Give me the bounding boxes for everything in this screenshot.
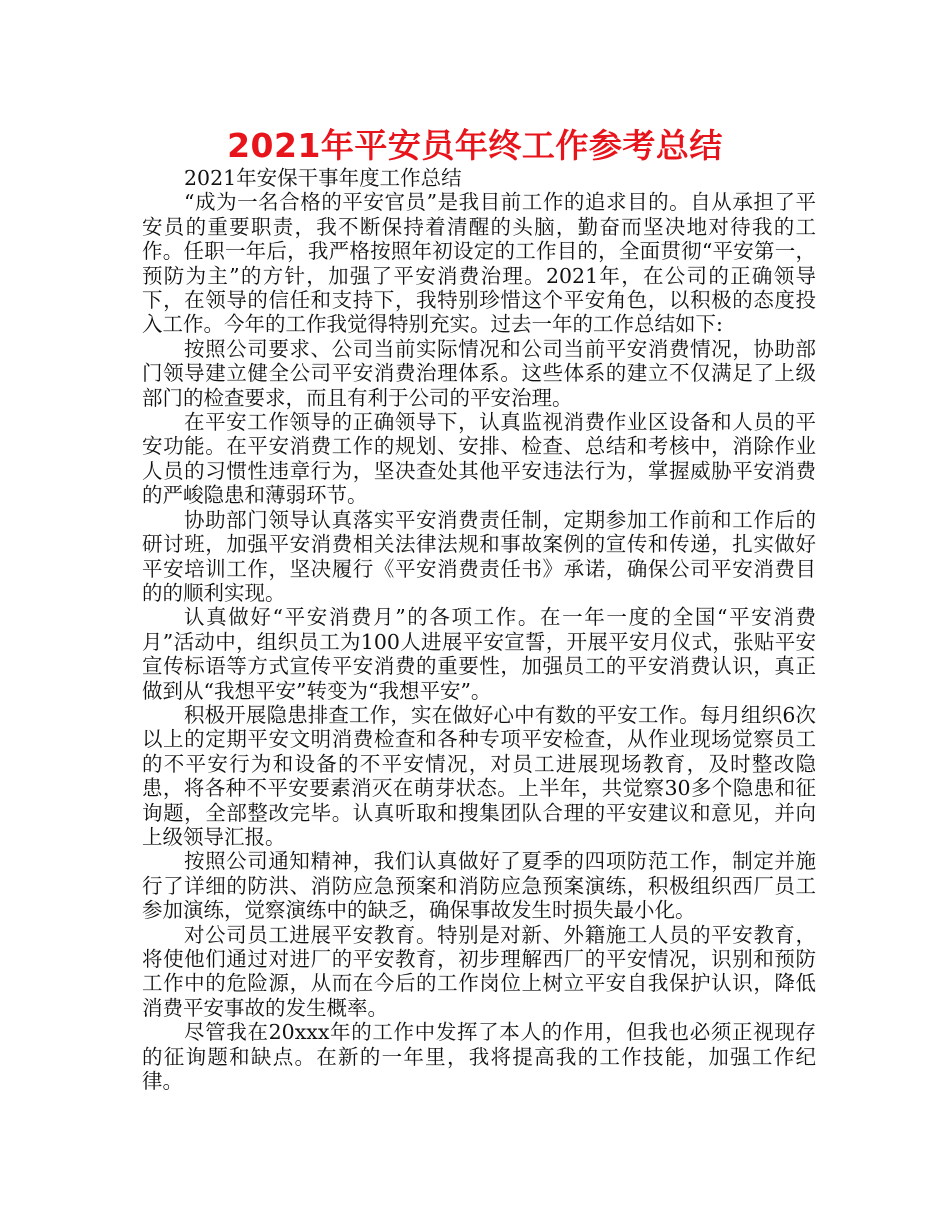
paragraph: 认真做好“平安消费月”的各项工作。在一年一度的全国“平安消费月”活动中，组织员工为100人进展平安宣誓，开展平安月仪式，张贴平安宣传标语等方式宣传平安消费的重要性，加强员工的平安消费认识，真正做到从“我想平安”转变为“我想平安”。 [142, 605, 816, 703]
paragraph: 协助部门领导认真落实平安消费责任制，定期参加工作前和工作后的研讨班，加强平安消费相关法律法规和事故案例的宣传和传递，扎实做好平安培训工作，坚决履行《平安消费责任书》承诺，确保公司平安消费目的的顺利实现。 [142, 507, 816, 605]
paragraph: 按照公司要求、公司当前实际情况和公司当前平安消费情况，协助部门领导建立健全公司平安消费治理体系。这些体系的建立不仅满足了上级部门的检查要求，而且有利于公司的平安治理。 [142, 336, 816, 410]
paragraph: 按照公司通知精神，我们认真做好了夏季的四项防范工作，制定并施行了详细的防洪、消防应急预案和消防应急预案演练，积极组织西厂员工参加演练，觉察演练中的缺乏，确保事故发生时损失最小化。 [142, 849, 816, 923]
paragraph: 尽管我在20xxx年的工作中发挥了本人的作用，但我也必须正视现存的征询题和缺点。在新的一年里，我将提高我的工作技能，加强工作纪律。 [142, 1020, 816, 1094]
document-body [142, 166, 816, 1093]
paragraph-subtitle: 2021年安保干事年度工作总结 [184, 166, 462, 190]
paragraph: 在平安工作领导的正确领导下，认真监视消费作业区设备和人员的平安功能。在平安消费工作的规划、安排、检查、总结和考核中，消除作业人员的习惯性违章行为，坚决查处其他平安违法行为，掌握威胁平安消费的严峻隐患和薄弱环节。 [142, 410, 816, 508]
paragraph: 对公司员工进展平安教育。特别是对新、外籍施工人员的平安教育，将使他们通过对进厂的平安教育，初步理解西厂的平安情况，识别和预防工作中的危险源，从而在今后的工作岗位上树立平安自我保护认识，降低消费平安事故的发生概率。 [142, 922, 816, 1020]
paragraph: 积极开展隐患排查工作，实在做好心中有数的平安工作。每月组织6次以上的定期平安文明消费检查和各种专项平安检查，从作业现场觉察员工的不平安行为和设备的不平安情况，对员工进展现场教育，及时整改隐患，将各种不平安要素消灭在萌芽状态。上半年，共觉察30多个隐患和征询题，全部整改完毕。认真听取和搜集团队合理的平安建议和意见，并向上级领导汇报。 [142, 702, 816, 849]
document-title: 2021年平安员年终工作参考总结 [227, 126, 723, 165]
paragraph: “成为一名合格的平安官员”是我目前工作的追求目的。自从承担了平安员的重要职责，我不断保持着清醒的头脑，勤奋而坚决地对待我的工作。任职一年后，我严格按照年初设定的工作目的，全面贯彻“平安第一，预防为主”的方针，加强了平安消费治理。2021年，在公司的正确领导下，在领导的信任和支持下，我特别珍惜这个平安角色，以积极的态度投入工作。今年的工作我觉得特别充实。过去一年的工作总结如下: [142, 190, 816, 337]
